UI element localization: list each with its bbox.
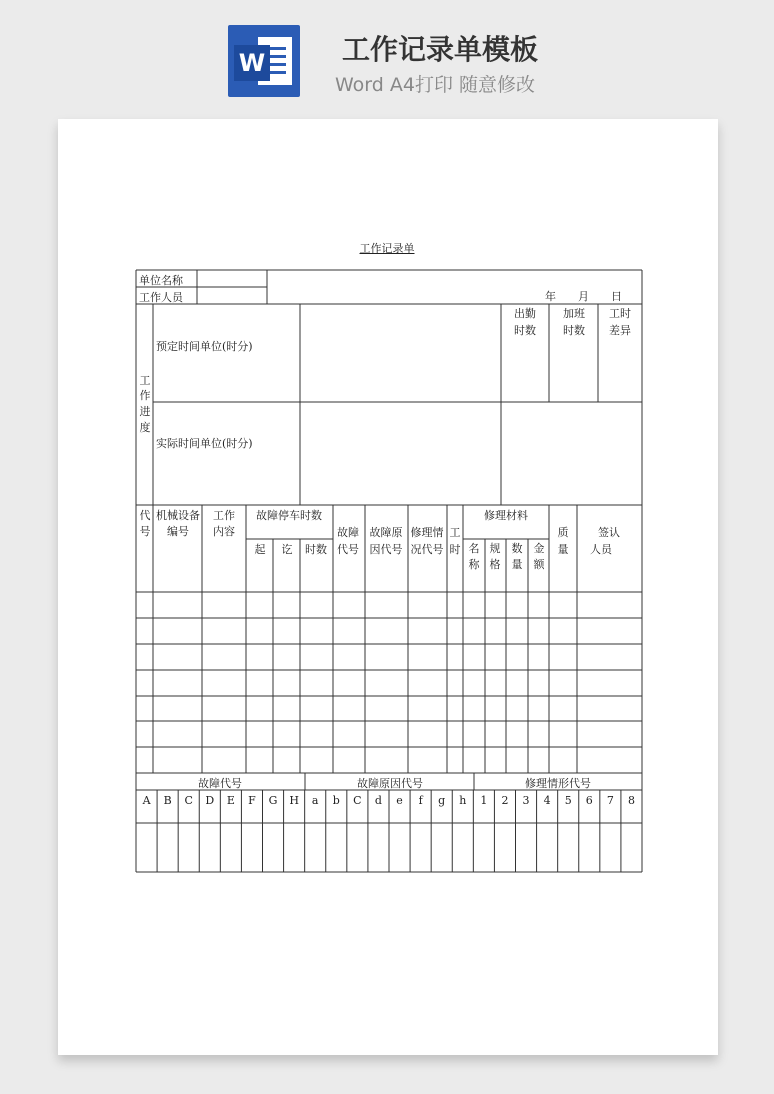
- banner-subtitle: Word A4打印 随意修改: [334, 74, 535, 96]
- col-cause-code-2: 因代号: [369, 543, 403, 556]
- col-labor-1: 工: [449, 526, 461, 539]
- col-labor-2: 时: [449, 543, 461, 556]
- code-letter: a: [311, 794, 319, 807]
- progress-label-1: 工: [139, 374, 151, 387]
- repair-code-label: 修理情形代号: [525, 777, 591, 790]
- col-work-2: 内容: [213, 525, 235, 538]
- code-letter: C: [184, 794, 193, 807]
- col-equipment-1: 机械设备: [156, 509, 200, 522]
- code-letter: 7: [606, 794, 614, 807]
- code-letter: g: [438, 794, 446, 807]
- col-code-1: 代: [139, 509, 151, 522]
- staff-label: 工作人员: [139, 291, 183, 304]
- day-label: 日: [611, 290, 622, 303]
- code-letter: 2: [501, 794, 509, 807]
- col-mat-spec-1: 规: [489, 542, 501, 555]
- planned-time-label: 预定时间单位(时分): [156, 340, 253, 353]
- col-mat-spec-2: 格: [489, 558, 501, 571]
- col-mat-name-2: 称: [468, 558, 480, 571]
- col-work-1: 工作: [213, 509, 235, 522]
- code-letter: E: [226, 794, 235, 807]
- year-label: 年: [545, 290, 556, 303]
- col-signer-1: 签认: [598, 526, 620, 539]
- code-letter: 1: [480, 794, 488, 807]
- banner-title: 工作记录单模板: [341, 33, 538, 66]
- col-repair-code-1: 修理情: [410, 526, 444, 539]
- time-difference-2: 差异: [609, 324, 631, 337]
- col-mat-qty-2: 量: [511, 558, 523, 571]
- code-letter: D: [205, 794, 215, 807]
- progress-label-3: 进: [139, 405, 151, 418]
- unit-name-label: 单位名称: [139, 274, 183, 287]
- col-repair-code-2: 况代号: [410, 543, 444, 556]
- col-mat-amount-1: 金: [533, 542, 545, 555]
- col-cause-code-1: 故障原: [369, 526, 403, 539]
- code-letter: 4: [543, 794, 551, 807]
- col-signer-2: 人员: [590, 543, 612, 556]
- code-letter: e: [396, 794, 403, 807]
- time-difference-1: 工时: [609, 307, 631, 320]
- col-equipment-2: 编号: [167, 525, 189, 538]
- col-code-2: 号: [139, 525, 151, 538]
- col-quality-2: 量: [557, 543, 569, 556]
- code-letter: 6: [585, 794, 593, 807]
- word-icon-letter: W: [234, 45, 270, 81]
- code-letter: h: [459, 794, 467, 807]
- col-materials: 修理材料: [484, 509, 528, 522]
- col-start: 起: [254, 543, 266, 556]
- col-quality-1: 质: [557, 526, 569, 539]
- code-letter: 8: [627, 794, 635, 807]
- col-downtime: 故障停车时数: [256, 509, 322, 522]
- col-mat-name-1: 名: [468, 542, 480, 555]
- code-letter: 5: [564, 794, 572, 807]
- cause-code-label: 故障原因代号: [357, 777, 423, 790]
- code-letter: C: [353, 794, 362, 807]
- code-letter: 3: [522, 794, 530, 807]
- code-letter: B: [163, 794, 172, 807]
- col-hours: 时数: [305, 543, 327, 556]
- fault-code-label: 故障代号: [198, 777, 242, 790]
- code-letter: F: [248, 794, 256, 807]
- actual-time-label: 实际时间单位(时分): [156, 437, 253, 450]
- attendance-hours-1: 出勤: [514, 307, 536, 320]
- code-letter: G: [268, 794, 278, 807]
- overtime-hours-2: 时数: [563, 324, 585, 337]
- code-letters-row: [142, 794, 635, 807]
- progress-label-2: 作: [139, 389, 151, 402]
- code-letter: f: [418, 794, 423, 807]
- code-letter: H: [289, 794, 299, 807]
- col-end: 讫: [281, 543, 293, 556]
- code-letter: b: [332, 794, 340, 807]
- code-letter: d: [374, 794, 382, 807]
- col-mat-qty-1: 数: [511, 542, 523, 555]
- overtime-hours-1: 加班: [563, 307, 585, 320]
- document-title: 工作记录单: [359, 242, 415, 255]
- attendance-hours-2: 时数: [514, 324, 536, 337]
- progress-label-4: 度: [139, 421, 151, 434]
- code-letter: A: [142, 794, 151, 807]
- col-mat-amount-2: 额: [533, 558, 545, 571]
- month-label: 月: [578, 290, 589, 303]
- col-fault-code-2: 代号: [337, 543, 359, 556]
- col-fault-code-1: 故障: [337, 526, 359, 539]
